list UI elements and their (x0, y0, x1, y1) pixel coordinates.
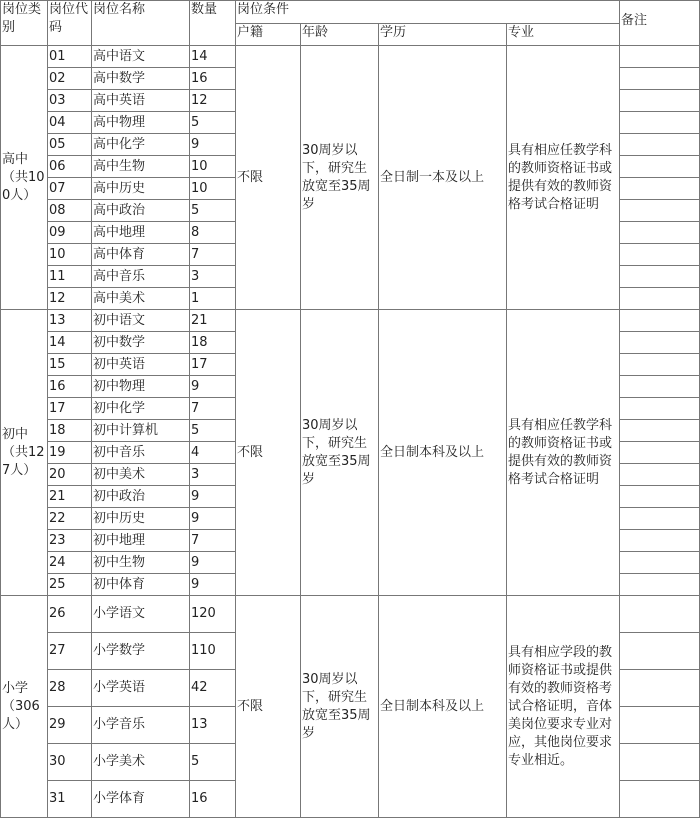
remarks-cell (620, 46, 700, 310)
table-row (1, 596, 700, 633)
remarks-subrow (620, 398, 699, 420)
name-cell: 高中生物 (92, 156, 190, 178)
remarks-subrow (620, 222, 699, 244)
name-cell: 初中化学 (92, 398, 190, 420)
code-cell: 16 (48, 376, 92, 398)
header-major: 专业 (507, 24, 620, 46)
remarks-subrow (620, 310, 699, 332)
name-cell: 高中化学 (92, 134, 190, 156)
name-cell: 初中政治 (92, 486, 190, 508)
code-cell: 26 (48, 596, 92, 633)
remarks-subrows (620, 46, 699, 309)
name-cell: 高中物理 (92, 112, 190, 134)
name-cell: 高中语文 (92, 46, 190, 68)
count-cell: 110 (190, 633, 236, 670)
hukou-cell: 不限 (236, 596, 301, 818)
code-cell: 09 (48, 222, 92, 244)
remarks-subrow (620, 266, 699, 288)
code-cell: 18 (48, 420, 92, 442)
remarks-subrow (620, 68, 699, 90)
name-cell: 高中政治 (92, 200, 190, 222)
major-cell: 具有相应学段的教师资格证书或提供有效的教师资格考试合格证明，音体美岗位要求专业对应，其他岗位要求专业相近。 (507, 596, 620, 818)
count-cell: 18 (190, 332, 236, 354)
code-cell: 20 (48, 464, 92, 486)
code-cell: 30 (48, 744, 92, 781)
name-cell: 小学英语 (92, 670, 190, 707)
table-row (1, 310, 700, 332)
count-cell: 16 (190, 68, 236, 90)
header-count: 数量 (190, 1, 236, 46)
table-row (1, 46, 700, 68)
code-cell: 17 (48, 398, 92, 420)
count-cell: 10 (190, 178, 236, 200)
name-cell: 小学美术 (92, 744, 190, 781)
remarks-subrow (620, 486, 699, 508)
name-cell: 小学语文 (92, 596, 190, 633)
header-conditions: 岗位条件 (236, 1, 620, 24)
name-cell: 高中美术 (92, 288, 190, 310)
remarks-subrow (620, 354, 699, 376)
remarks-subrow (620, 112, 699, 134)
remarks-subrow (620, 596, 699, 633)
count-cell: 13 (190, 707, 236, 744)
major-cell: 具有相应任教学科的教师资格证书或提供有效的教师资格考试合格证明 (507, 46, 620, 310)
name-cell: 初中生物 (92, 552, 190, 574)
count-cell: 5 (190, 200, 236, 222)
code-cell: 31 (48, 781, 92, 818)
education-cell: 全日制本科及以上 (379, 596, 507, 818)
remarks-subrow (620, 332, 699, 354)
count-cell: 17 (190, 354, 236, 376)
remarks-subrow (620, 508, 699, 530)
age-cell: 30周岁以下，研究生放宽至35周岁 (301, 46, 379, 310)
code-cell: 14 (48, 332, 92, 354)
code-cell: 12 (48, 288, 92, 310)
header-education: 学历 (379, 24, 507, 46)
count-cell: 9 (190, 134, 236, 156)
name-cell: 初中英语 (92, 354, 190, 376)
remarks-subrow (620, 707, 699, 744)
code-cell: 13 (48, 310, 92, 332)
remarks-subrow (620, 781, 699, 817)
remarks-subrow (620, 244, 699, 266)
code-cell: 11 (48, 266, 92, 288)
remarks-subrow (620, 744, 699, 781)
code-cell: 22 (48, 508, 92, 530)
name-cell: 初中历史 (92, 508, 190, 530)
count-cell: 7 (190, 244, 236, 266)
name-cell: 高中英语 (92, 90, 190, 112)
code-cell: 04 (48, 112, 92, 134)
remarks-cell (620, 596, 700, 818)
remarks-subrow (620, 464, 699, 486)
age-cell: 30周岁以下，研究生放宽至35周岁 (301, 310, 379, 596)
category-cell: 高中（共100人） (1, 46, 48, 310)
code-cell: 01 (48, 46, 92, 68)
table-body (1, 1, 700, 818)
header-remarks: 备注 (620, 1, 700, 46)
count-cell: 1 (190, 288, 236, 310)
count-cell: 120 (190, 596, 236, 633)
remarks-subrow (620, 530, 699, 552)
count-cell: 16 (190, 781, 236, 818)
count-cell: 9 (190, 486, 236, 508)
count-cell: 9 (190, 574, 236, 596)
remarks-subrows (620, 310, 699, 595)
header-category: 岗位类别 (1, 1, 48, 46)
code-cell: 25 (48, 574, 92, 596)
code-cell: 23 (48, 530, 92, 552)
name-cell: 初中美术 (92, 464, 190, 486)
name-cell: 初中体育 (92, 574, 190, 596)
count-cell: 12 (190, 90, 236, 112)
name-cell: 小学体育 (92, 781, 190, 818)
name-cell: 初中物理 (92, 376, 190, 398)
code-cell: 29 (48, 707, 92, 744)
code-cell: 06 (48, 156, 92, 178)
name-cell: 初中数学 (92, 332, 190, 354)
remarks-subrow (620, 420, 699, 442)
major-cell: 具有相应任教学科的教师资格证书或提供有效的教师资格考试合格证明 (507, 310, 620, 596)
remarks-subrow (620, 442, 699, 464)
category-cell: 初中（共127人） (1, 310, 48, 596)
remarks-subrow (620, 178, 699, 200)
name-cell: 高中音乐 (92, 266, 190, 288)
name-cell: 高中地理 (92, 222, 190, 244)
hukou-cell: 不限 (236, 46, 301, 310)
name-cell: 初中语文 (92, 310, 190, 332)
code-cell: 02 (48, 68, 92, 90)
code-cell: 21 (48, 486, 92, 508)
remarks-subrow (620, 156, 699, 178)
code-cell: 10 (48, 244, 92, 266)
count-cell: 3 (190, 266, 236, 288)
remarks-subrow (620, 134, 699, 156)
count-cell: 5 (190, 112, 236, 134)
name-cell: 小学音乐 (92, 707, 190, 744)
remarks-subrow (620, 552, 699, 574)
code-cell: 19 (48, 442, 92, 464)
code-cell: 24 (48, 552, 92, 574)
header-name: 岗位名称 (92, 1, 190, 46)
count-cell: 21 (190, 310, 236, 332)
remarks-subrow (620, 288, 699, 309)
name-cell: 小学数学 (92, 633, 190, 670)
count-cell: 5 (190, 744, 236, 781)
age-cell: 30周岁以下，研究生放宽至35周岁 (301, 596, 379, 818)
code-cell: 27 (48, 633, 92, 670)
remarks-subrow (620, 633, 699, 670)
code-cell: 07 (48, 178, 92, 200)
education-cell: 全日制一本及以上 (379, 46, 507, 310)
count-cell: 8 (190, 222, 236, 244)
count-cell: 7 (190, 398, 236, 420)
category-cell: 小学（306人） (1, 596, 48, 818)
remarks-subrow (620, 46, 699, 68)
header-code: 岗位代码 (48, 1, 92, 46)
count-cell: 4 (190, 442, 236, 464)
count-cell: 9 (190, 508, 236, 530)
remarks-subrow (620, 670, 699, 707)
count-cell: 42 (190, 670, 236, 707)
remarks-subrow (620, 200, 699, 222)
count-cell: 10 (190, 156, 236, 178)
count-cell: 3 (190, 464, 236, 486)
count-cell: 9 (190, 376, 236, 398)
code-cell: 08 (48, 200, 92, 222)
hukou-cell: 不限 (236, 310, 301, 596)
code-cell: 03 (48, 90, 92, 112)
name-cell: 高中数学 (92, 68, 190, 90)
education-cell: 全日制本科及以上 (379, 310, 507, 596)
count-cell: 7 (190, 530, 236, 552)
name-cell: 初中地理 (92, 530, 190, 552)
remarks-subrows (620, 596, 699, 817)
remarks-subrow (620, 574, 699, 595)
remarks-subrow (620, 376, 699, 398)
code-cell: 28 (48, 670, 92, 707)
code-cell: 15 (48, 354, 92, 376)
count-cell: 14 (190, 46, 236, 68)
remarks-cell (620, 310, 700, 596)
name-cell: 初中计算机 (92, 420, 190, 442)
header-age: 年龄 (301, 24, 379, 46)
remarks-subrow (620, 90, 699, 112)
count-cell: 5 (190, 420, 236, 442)
name-cell: 高中历史 (92, 178, 190, 200)
name-cell: 高中体育 (92, 244, 190, 266)
name-cell: 初中音乐 (92, 442, 190, 464)
count-cell: 9 (190, 552, 236, 574)
header-hukou: 户籍 (236, 24, 301, 46)
code-cell: 05 (48, 134, 92, 156)
